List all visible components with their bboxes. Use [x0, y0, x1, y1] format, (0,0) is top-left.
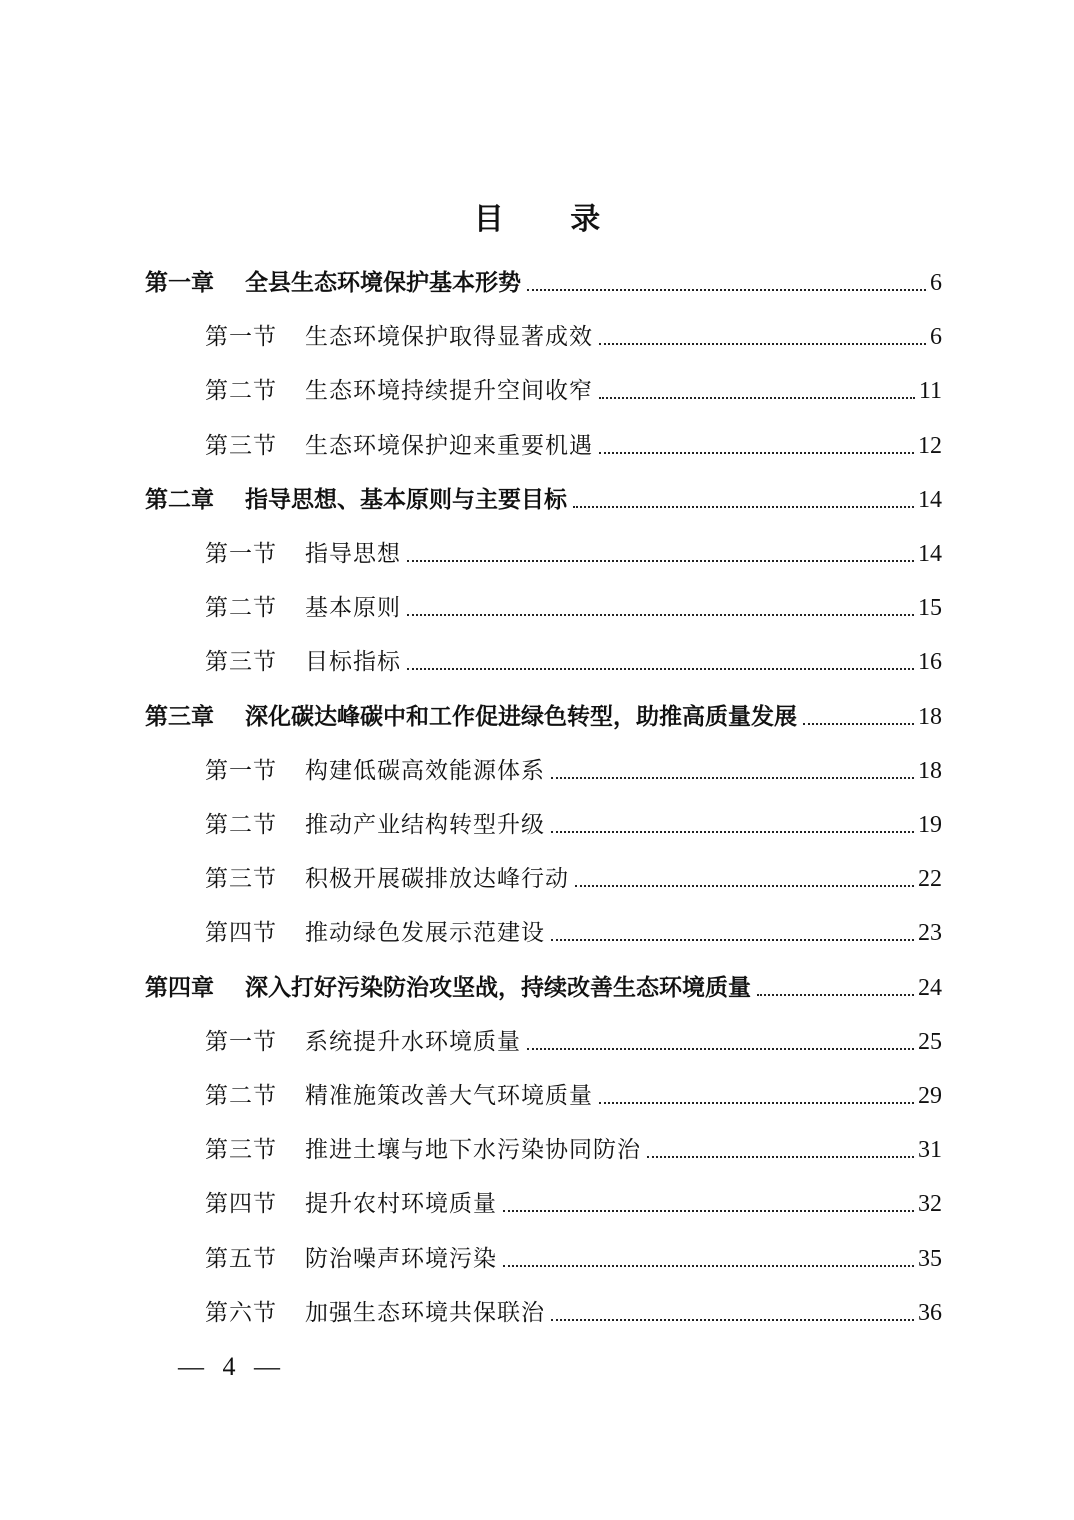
toc-entry-page-number: 36 — [918, 1300, 942, 1326]
toc-dot-leader — [599, 397, 915, 399]
toc-section-entry[interactable] — [205, 746, 942, 786]
toc-entry-page-number: 29 — [918, 1083, 942, 1109]
toc-entry-number: 第三章 — [145, 704, 214, 730]
toc-entry-title: 推进土壤与地下水污染协同防治 — [305, 1137, 641, 1163]
toc-entry-title: 基本原则 — [305, 595, 401, 621]
toc-entry-number: 第二节 — [205, 595, 277, 621]
toc-entry-number: 第一节 — [205, 541, 277, 567]
toc-section-entry[interactable] — [205, 854, 942, 894]
toc-entry-number: 第四节 — [205, 1191, 277, 1217]
toc-entry-title: 提升农村环境质量 — [305, 1191, 497, 1217]
toc-dot-leader — [551, 831, 914, 833]
toc-section-entry[interactable] — [205, 637, 942, 677]
toc-entry-title: 精准施策改善大气环境质量 — [305, 1083, 593, 1109]
toc-dot-leader — [575, 885, 914, 887]
toc-dot-leader — [407, 668, 914, 670]
toc-entry-page-number: 25 — [918, 1029, 942, 1055]
toc-entry-page-number: 24 — [918, 975, 942, 1001]
toc-entry-title: 生态环境持续提升空间收窄 — [305, 378, 593, 404]
toc-section-entry[interactable] — [205, 366, 942, 406]
toc-section-entry[interactable] — [205, 421, 942, 461]
toc-section-entry[interactable] — [205, 529, 942, 569]
toc-entry-page-number: 6 — [930, 270, 942, 296]
toc-section-entry[interactable] — [205, 312, 942, 352]
toc-entry-number: 第六节 — [205, 1300, 277, 1326]
toc-dot-leader — [647, 1156, 914, 1158]
toc-entry-title: 指导思想 — [305, 541, 401, 567]
toc-entry-title: 防治噪声环境污染 — [305, 1246, 497, 1272]
toc-dot-leader — [551, 1319, 914, 1321]
toc-entry-page-number: 16 — [918, 649, 942, 675]
toc-section-entry[interactable] — [205, 1179, 942, 1219]
toc-entry-number: 第二节 — [205, 378, 277, 404]
toc-dot-leader — [573, 506, 914, 508]
toc-entry-title: 生态环境保护迎来重要机遇 — [305, 433, 593, 459]
toc-entry-page-number: 18 — [918, 758, 942, 784]
toc-dot-leader — [527, 289, 926, 291]
toc-entry-page-number: 35 — [918, 1246, 942, 1272]
toc-entry-page-number: 12 — [918, 433, 942, 459]
toc-entry-page-number: 14 — [918, 541, 942, 567]
toc-entry-title: 加强生态环境共保联治 — [305, 1300, 545, 1326]
toc-entry-number: 第三节 — [205, 649, 277, 675]
toc-entry-page-number: 15 — [918, 595, 942, 621]
toc-dot-leader — [551, 939, 914, 941]
page-number: — 4 — — [178, 1352, 286, 1381]
toc-section-entry[interactable] — [205, 800, 942, 840]
toc-chapter-entry[interactable] — [145, 692, 942, 732]
toc-dot-leader — [503, 1210, 914, 1212]
toc-entry-title: 生态环境保护取得显著成效 — [305, 324, 593, 350]
toc-entry-title: 系统提升水环境质量 — [305, 1029, 521, 1055]
toc-section-entry[interactable] — [205, 1071, 942, 1111]
toc-entry-page-number: 32 — [918, 1191, 942, 1217]
toc-entry-page-number: 31 — [918, 1137, 942, 1163]
toc-entry-number: 第三节 — [205, 866, 277, 892]
toc-section-entry[interactable] — [205, 583, 942, 623]
toc-entry-number: 第三节 — [205, 433, 277, 459]
toc-entry-title: 深化碳达峰碳中和工作促进绿色转型，助推高质量发展 — [245, 704, 797, 730]
toc-chapter-entry[interactable] — [145, 258, 942, 298]
toc-entry-number: 第二章 — [145, 487, 214, 513]
toc-entry-page-number: 22 — [918, 866, 942, 892]
toc-dot-leader — [503, 1265, 914, 1267]
toc-entry-number: 第二节 — [205, 812, 277, 838]
toc-chapter-entry[interactable] — [145, 475, 942, 515]
toc-entry-number: 第四章 — [145, 975, 214, 1001]
toc-entry-number: 第一节 — [205, 324, 277, 350]
toc-dot-leader — [599, 343, 926, 345]
toc-entry-title: 指导思想、基本原则与主要目标 — [245, 487, 567, 513]
toc-chapter-entry[interactable] — [145, 963, 942, 1003]
toc-entry-page-number: 19 — [918, 812, 942, 838]
toc-dot-leader — [599, 1102, 914, 1104]
toc-entry-title: 全县生态环境保护基本形势 — [245, 270, 521, 296]
toc-entry-number: 第三节 — [205, 1137, 277, 1163]
toc-entry-page-number: 11 — [918, 378, 942, 404]
toc-entry-page-number: 18 — [918, 704, 942, 730]
page-title: 目 录 — [473, 202, 629, 237]
toc-entry-page-number: 6 — [930, 324, 942, 350]
toc-section-entry[interactable] — [205, 908, 942, 948]
toc-dot-leader — [599, 452, 914, 454]
toc-dot-leader — [527, 1048, 914, 1050]
toc-entry-title: 积极开展碳排放达峰行动 — [305, 866, 569, 892]
toc-dot-leader — [407, 560, 914, 562]
toc-dot-leader — [803, 723, 914, 725]
toc-entry-page-number: 23 — [918, 920, 942, 946]
toc-entry-title: 深入打好污染防治攻坚战，持续改善生态环境质量 — [245, 975, 751, 1001]
toc-dot-leader — [757, 994, 914, 996]
toc-dot-leader — [407, 614, 914, 616]
toc-entry-number: 第一节 — [205, 758, 277, 784]
toc-entry-number: 第二节 — [205, 1083, 277, 1109]
toc-entry-number: 第四节 — [205, 920, 277, 946]
toc-section-entry[interactable] — [205, 1017, 942, 1057]
toc-entry-number: 第五节 — [205, 1246, 277, 1272]
toc-section-entry[interactable] — [205, 1125, 942, 1165]
toc-section-entry[interactable] — [205, 1234, 942, 1274]
toc-entry-title: 目标指标 — [305, 649, 401, 675]
toc-section-entry[interactable] — [205, 1288, 942, 1328]
toc-entry-title: 构建低碳高效能源体系 — [305, 758, 545, 784]
toc-entry-number: 第一章 — [145, 270, 214, 296]
toc-entry-title: 推动绿色发展示范建设 — [305, 920, 545, 946]
toc-dot-leader — [551, 777, 914, 779]
toc-entry-title: 推动产业结构转型升级 — [305, 812, 545, 838]
toc-entry-number: 第一节 — [205, 1029, 277, 1055]
toc-entry-page-number: 14 — [918, 487, 942, 513]
